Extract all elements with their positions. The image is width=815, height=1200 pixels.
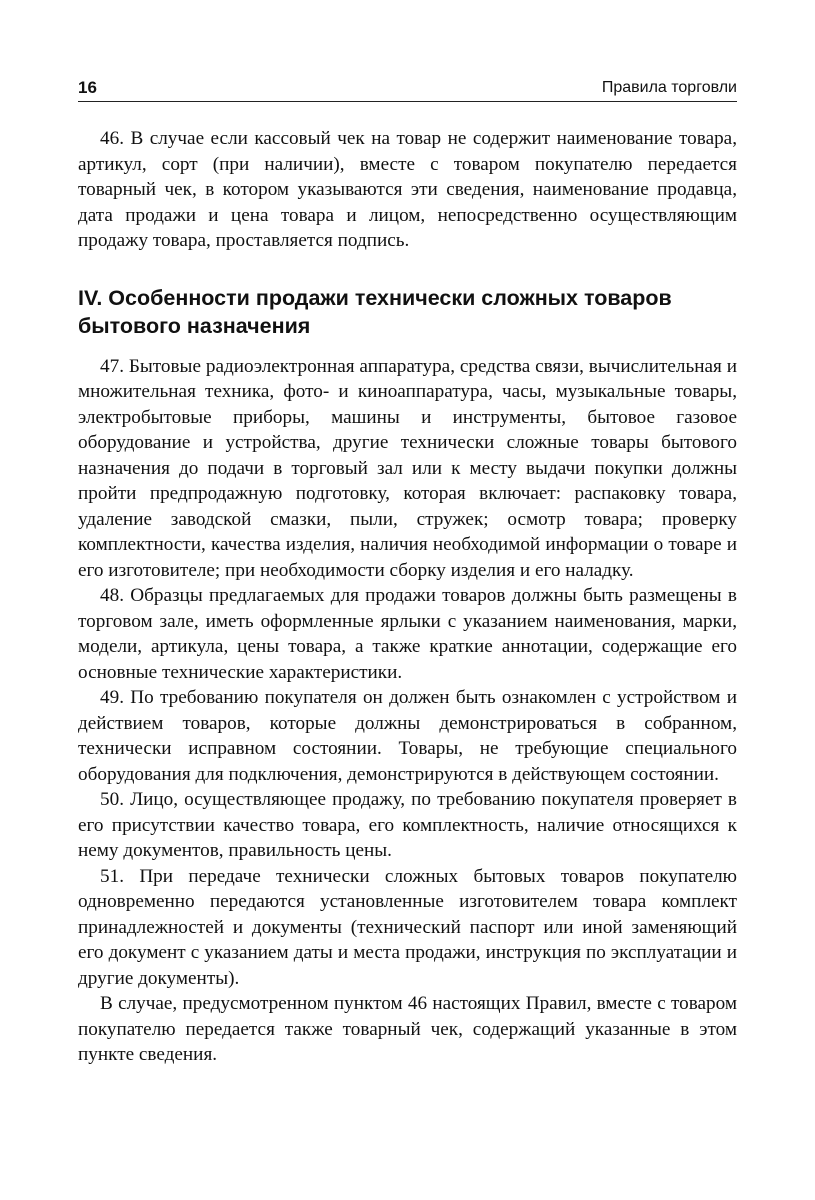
page-number: 16 bbox=[78, 78, 97, 97]
paragraph-48: 48. Образцы предлагаемых для продажи товаров должны быть размещены в торговом зале, иметь оформленные ярлыки с указанием наименования, марки, модели, артикула, цены товара, а также краткие аннотации, содержащие его основные технические характеристики. bbox=[78, 585, 737, 683]
paragraph-49: 49. По требованию покупателя он должен быть ознакомлен с устройством и действием товаров, которые должны демонстрироваться в собранном, технически исправном состоянии. Товары, не требующие специального оборудования для подключения, демонстрируются в действующем состоянии. bbox=[78, 687, 737, 785]
running-head bbox=[78, 78, 737, 102]
paragraph-51-note: В случае, предусмотренном пунктом 46 настоящих Правил, вместе с товаром покупателю передается также товарный чек, содержащий указанные в этом пункте сведения. bbox=[78, 993, 737, 1065]
paragraph-46: 46. В случае если кассовый чек на товар не содержит наименование товара, артикул, сорт (при наличии), вместе с товаром покупателю передается товарный чек, в котором указываются эти сведения, наименование продавца, дата продажи и цена товара и лицом, непосредственно осуществляющим продажу товара, проставляется подпись. bbox=[78, 128, 737, 251]
book-page bbox=[78, 78, 737, 1068]
paragraph-51: 51. При передаче технически сложных бытовых товаров покупателю одновременно передаются установленные изготовителем товара комплект принадлежностей и документы (технический паспорт или иной заменяющий его документ с указанием даты и места продажи, инструкция по эксплуатации и другие документы). bbox=[78, 865, 737, 989]
section-heading: IV. Особенности продажи технически сложных товаров бытового назначения bbox=[78, 285, 672, 338]
paragraph-50: 50. Лицо, осуществляющее продажу, по требованию покупателя проверяет в его присутствии качество товара, его комплектность, наличие относящихся к нему документов, правильность цены. bbox=[78, 789, 737, 861]
running-title: Правила торговли bbox=[601, 79, 737, 96]
paragraph-47: 47. Бытовые радиоэлектронная аппаратура, средства связи, вычислительная и множительная техника, фото- и киноаппаратура, часы, музыкальные товары, электробытовые приборы, машины и инструменты, бытовое газовое оборудование и устройства, другие технически сложные товары бытового назначения до подачи в торговый зал или к месту выдачи покупки должны пройти предпродажную подготовку, которая включает: распаковку товара, удаление заводской смазки, пыли, стружек; осмотр товара; проверку комплектности, качества изделия, наличия необходимой информации о товаре и его изготовителе; при необходимости сборку изделия и его наладку. bbox=[78, 355, 737, 581]
